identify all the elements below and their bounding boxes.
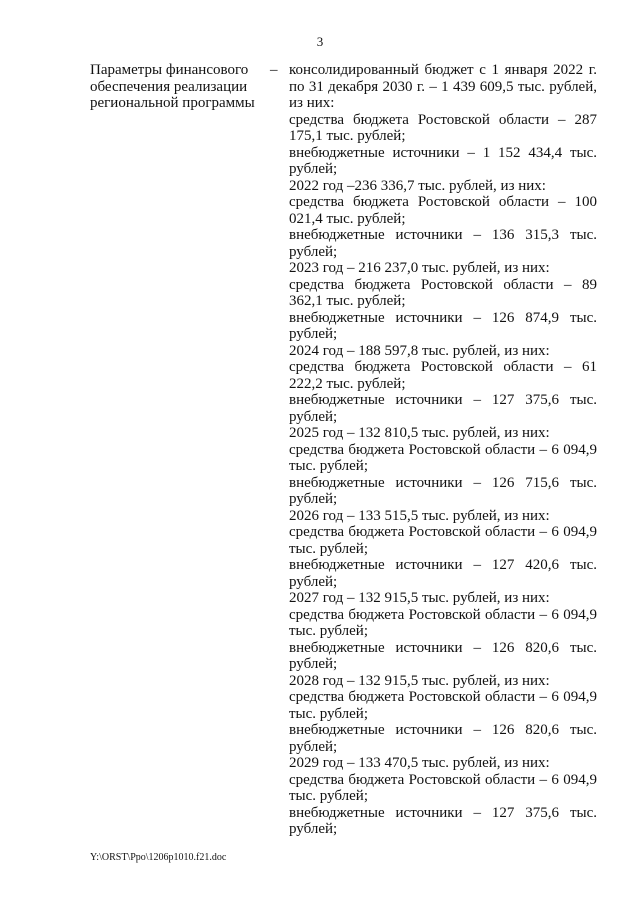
content-paragraph: средства бюджета Ростовской области – 6 094,9 тыс. рублей; [289,606,597,639]
content-paragraph: средства бюджета Ростовской области – 100 021,4 тыс. рублей; [289,194,597,227]
footer-file-path: Y:\ORST\Ppo\1206p1010.f21.doc [90,852,227,863]
content-paragraph: 2022 год –236 336,7 тыс. рублей, из них: [289,177,546,194]
row-label: Параметры финансового обеспечения реализации региональной программы [90,62,255,111]
content-paragraph: внебюджетные источники – 136 315,3 тыс. рублей; [289,227,597,260]
content-paragraph: 2025 год – 132 810,5 тыс. рублей, из них: [289,425,550,441]
content-paragraph: средства бюджета Ростовской области – 6 094,9 тыс. рублей; [289,771,597,804]
content-paragraph: внебюджетные источники – 127 420,6 тыс. рублей; [289,557,597,590]
content-paragraph: средства бюджета Ростовской области – 6 094,9 тыс. рублей; [289,441,597,474]
content-paragraph: средства бюджета Ростовской области – 287 175,1 тыс. рублей; [289,111,597,144]
content-paragraph: 2024 год – 188 597,8 тыс. рублей, из них: [289,342,550,359]
content-paragraph: внебюджетные источники – 1 152 434,4 тыс. рублей; [289,144,597,177]
page-number: 3 [316,34,324,49]
content-paragraph: средства бюджета Ростовской области – 6 094,9 тыс. рублей; [289,689,597,722]
content-paragraph: 2029 год – 133 470,5 тыс. рублей, из них: [289,755,550,771]
content-paragraph: средства бюджета Ростовской области – 61 222,2 тыс. рублей; [289,359,597,392]
row-dash: – [270,62,278,78]
content-paragraph: 2027 год – 132 915,5 тыс. рублей, из них: [289,590,550,606]
content-paragraph: 2028 год – 132 915,5 тыс. рублей, из них: [289,672,550,689]
content-paragraph: средства бюджета Ростовской области – 6 094,9 тыс. рублей; [289,524,597,557]
content-paragraph: консолидированный бюджет с 1 января 2022 г. по 31 декабря 2030 г. – 1 439 609,5 тыс. рублей, из них: [289,62,597,111]
content-paragraph: средства бюджета Ростовской области – 89 362,1 тыс. рублей; [289,276,597,309]
content-paragraph: внебюджетные источники – 126 820,6 тыс. рублей; [289,639,597,672]
content-paragraph: 2026 год – 133 515,5 тыс. рублей, из них: [289,507,550,524]
content-paragraph: внебюджетные источники – 127 375,6 тыс. рублей; [289,804,597,837]
content-paragraph: 2023 год – 216 237,0 тыс. рублей, из них: [289,260,550,276]
content-paragraph: внебюджетные источники – 127 375,6 тыс. рублей; [289,392,597,425]
content-paragraph: внебюджетные источники – 126 874,9 тыс. рублей; [289,309,597,342]
content-paragraph: внебюджетные источники – 126 715,6 тыс. рублей; [289,474,597,507]
row-content [289,62,597,838]
content-paragraph: внебюджетные источники – 126 820,6 тыс. рублей; [289,722,597,755]
